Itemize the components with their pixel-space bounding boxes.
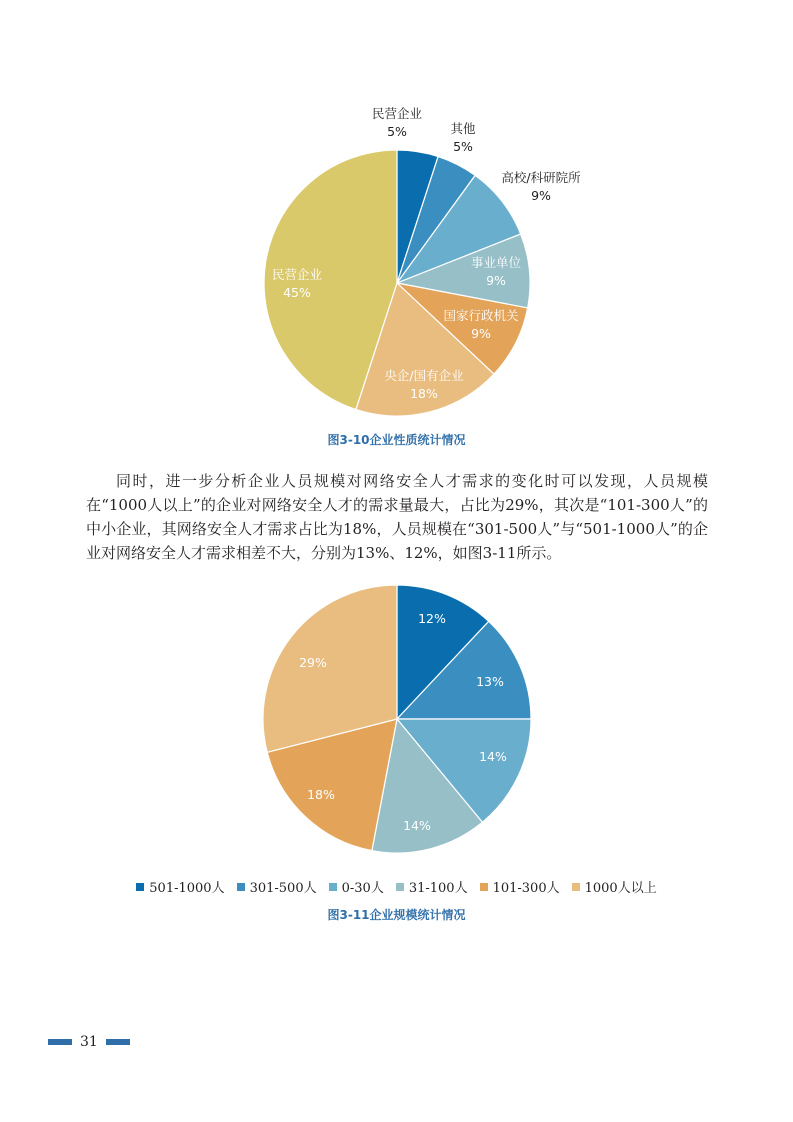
page-number: 31 <box>80 1034 98 1050</box>
pie1-label-category-3: 事业单位 <box>470 255 522 270</box>
legend-swatch-4 <box>480 883 488 891</box>
legend-item-3 <box>396 877 468 896</box>
legend-label-2: 0-30人 <box>341 881 384 896</box>
figure-caption-3-11: 图3-11企业规模统计情况 <box>327 908 466 922</box>
pie1-label-value-6: 45% <box>283 285 311 300</box>
legend-label-5: 1000人以上 <box>584 881 657 896</box>
pie2-label-value-3: 14% <box>403 818 431 833</box>
pie1-label-value-3: 9% <box>486 273 506 288</box>
legend-label-3: 31-100人 <box>408 881 468 896</box>
footer-bar-right <box>106 1039 130 1045</box>
legend-item-4 <box>480 877 560 896</box>
pie1-label-category-5: 央企/国有企业 <box>384 368 464 383</box>
legend-item-2 <box>329 877 384 896</box>
pie1-label-category-0: 民营企业 <box>371 106 423 121</box>
legend-label-1: 301-500人 <box>249 881 317 896</box>
pie2-label-value-0: 12% <box>418 611 446 626</box>
pie1-label-value-4: 9% <box>471 326 491 341</box>
pie2-label-value-5: 29% <box>299 655 327 670</box>
figure-caption-3-10: 图3-10企业性质统计情况 <box>327 433 466 447</box>
pie1-label-category-1: 其他 <box>450 121 476 136</box>
pie1-label-value-0: 5% <box>387 124 407 139</box>
pie2-label-value-1: 13% <box>476 674 504 689</box>
legend-item-5 <box>572 877 657 896</box>
legend-swatch-3 <box>396 883 404 891</box>
chart-legend <box>0 877 793 896</box>
legend-swatch-2 <box>329 883 337 891</box>
pie2-label-value-4: 18% <box>307 787 335 802</box>
pie1-label-category-2: 高校/科研院所 <box>501 170 581 185</box>
pie1-label-value-5: 18% <box>410 386 438 401</box>
footer-bar-left <box>48 1039 72 1045</box>
pie1-label-value-2: 9% <box>531 188 551 203</box>
legend-item-0 <box>136 877 224 896</box>
legend-swatch-0 <box>136 883 144 891</box>
pie1-label-category-6: 民营企业 <box>271 267 323 282</box>
legend-label-0: 501-1000人 <box>149 881 225 896</box>
legend-label-4: 101-300人 <box>492 881 560 896</box>
page-footer <box>48 1034 130 1050</box>
legend-item-1 <box>237 877 317 896</box>
paragraph-text: 同时，进一步分析企业人员规模对网络安全人才需求的变化时可以发现，人员规模在“1000人以上”的企业对网络安全人才的需求量最大，占比为29%，其次是“101-300人”的中小企业，其网络安全人才需求占比为18%，人员规模在“301-500人”与“501-1000人”的企业对网络安全人才需求相差不大，分别为13%、12%，如图3-11所示。 <box>86 472 708 562</box>
legend-swatch-5 <box>572 883 580 891</box>
pie2-label-value-2: 14% <box>479 749 507 764</box>
legend-swatch-1 <box>237 883 245 891</box>
pie1-label-value-1: 5% <box>453 139 473 154</box>
pie1-label-category-4: 国家行政机关 <box>443 308 519 323</box>
